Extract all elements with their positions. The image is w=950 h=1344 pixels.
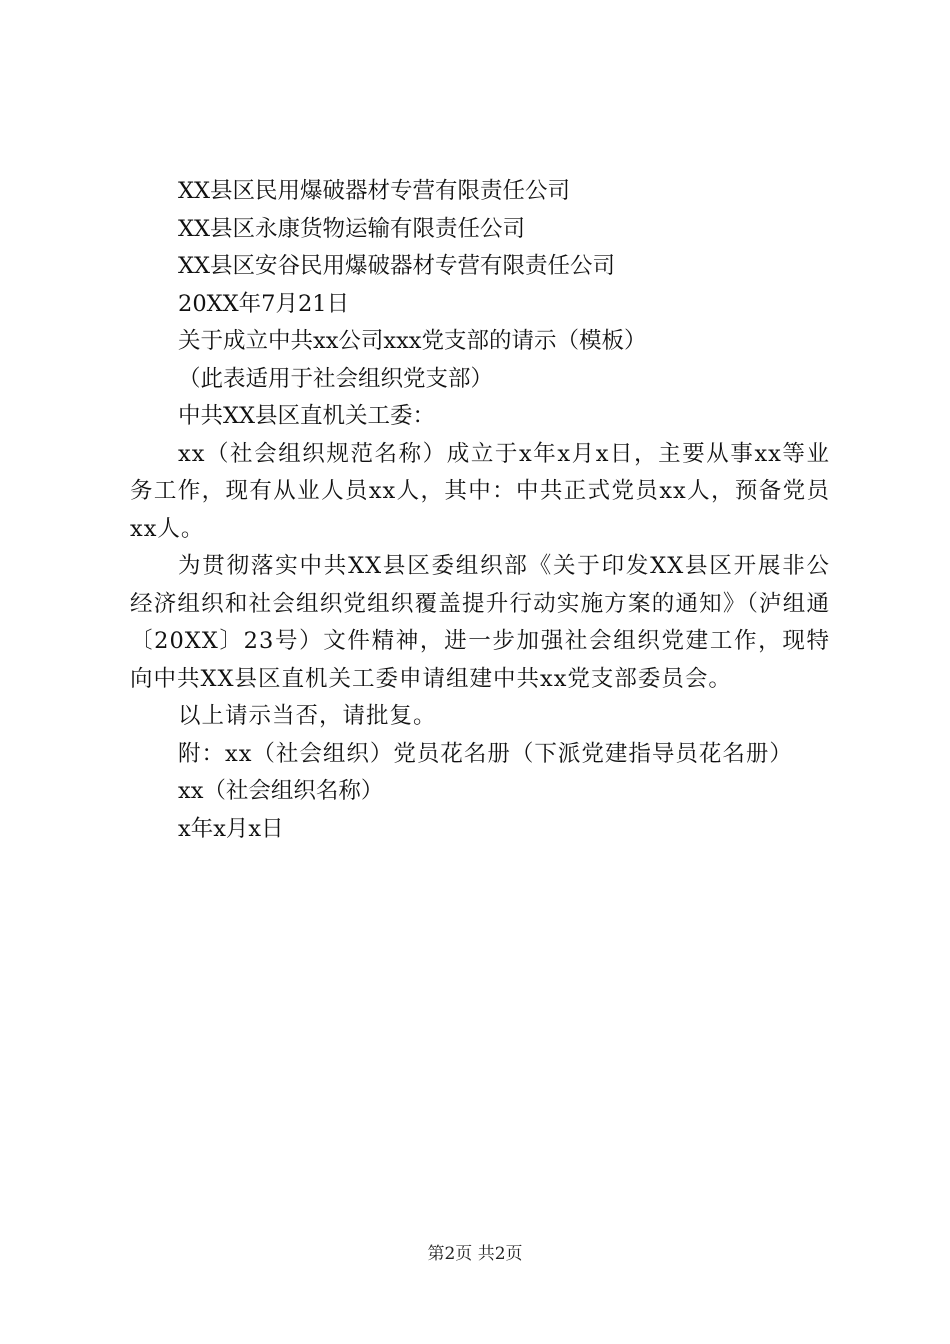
document-body [130,173,830,848]
signature-date: x年x月x日 [178,815,284,842]
request-subtitle: （此表适用于社会组织党支部） [178,365,494,392]
paragraph-request: 为贯彻落实中共XX县区委组织部《关于印发XX县区开展非公经济组织和社会组织党组织覆盖提升行动实施方案的通知》（泸组通〔20XX〕23号）文件精神，进一步加强社会组织党建工作，现特向中共XX县区直机关工委申请组建中共xx党支部委员会。 [130,553,830,692]
company-line-1: XX县区民用爆破器材专营有限责任公司 [178,178,571,204]
request-title: 关于成立中共xx公司xxx党支部的请示（模板） [178,328,647,354]
paragraph-attachment: 附：xx（社会组织）党员花名册（下派党建指导员花名册） [178,740,793,767]
signature-org: xx（社会组织名称） [178,778,384,804]
page-footer: 第2页 共2页 [427,1244,523,1264]
recipient-line: 中共XX县区直机关工委： [178,403,436,429]
paragraph-intro: xx（社会组织规范名称）成立于x年x月x日，主要从事xx等业务工作，现有从业人员xx人，其中：中共正式党员xx人，预备党员xx人。 [130,440,830,542]
paragraph-closing: 以上请示当否，请批复。 [178,703,437,729]
date-line: 20XX年7月21日 [178,290,350,317]
company-line-3: XX县区安谷民用爆破器材专营有限责任公司 [178,253,616,279]
company-line-2: XX县区永康货物运输有限责任公司 [178,215,526,242]
